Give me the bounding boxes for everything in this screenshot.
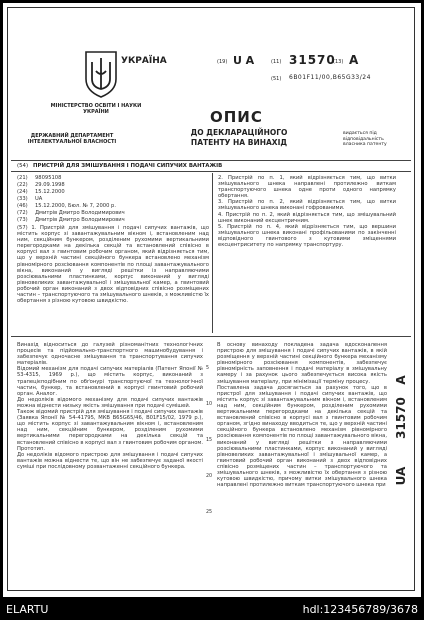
header-rule: [11, 160, 411, 161]
line-number: 10: [206, 402, 213, 407]
ministry-name: МІНІСТЕРСТВО ОСВІТИ І НАУКИ УКРАЇНИ: [50, 103, 142, 115]
stamp-number: 31570: [394, 397, 408, 439]
country-name: УКРАЇНА: [121, 56, 167, 66]
claims-2-5: 2. Пристрій по п. 1, який відрізняється тим, що витки змішувального шнека направлені протилежно виткам транспортуючого шнека одне проти одного напрямку обертання. 3. Пристрій по п. 2, який відрізняється тим, що витки змішувального шнека виконані гофрованими. 4. Пристрій по п. 2, який відрізняється тим, що змішувальний шнек виконаний ексцентричним. 5. Пристрій по п. 4, який відрізняється тим, що вершини змішувального шнека виконані профільованими по закінченні відповідного гвинтового з кутовими зміщеннями ексцентриситету по напрямку транспортуру.: [218, 175, 396, 249]
bib-code: (73): [17, 217, 28, 223]
bib-value: Дмитрів Дмитро Володимирович: [35, 210, 125, 216]
liability-note: видається під відповідальність власника патенту: [343, 131, 387, 148]
bib-value: 29.09.1998: [35, 182, 65, 188]
footer-handle: hdl:123456789/3678: [302, 603, 418, 616]
patent-number: 31570: [289, 53, 336, 67]
bib-row: [17, 196, 207, 203]
bib-row: [17, 210, 207, 217]
line-number: 20: [206, 474, 213, 479]
bib-row: [17, 189, 207, 196]
bib-code: (21): [17, 175, 28, 181]
document-subtitle: ДО ДЕКЛАРАЦІЙНОГО ПАТЕНТУ НА ВИНАХІД: [190, 128, 288, 147]
bib-value: 98095108: [35, 175, 62, 181]
department-name: ДЕРЖАВНИЙ ДЕПАРТАМЕНТ ІНТЕЛЕКТУАЛЬНОЇ ВЛАСНОСТІ: [27, 133, 117, 145]
code-51-label: (51): [271, 76, 282, 82]
line-number: 25: [206, 510, 213, 515]
footer-bar: [0, 597, 424, 620]
title-code: (54): [17, 163, 29, 169]
bib-code: (24): [17, 189, 28, 195]
patent-page: [3, 3, 421, 597]
bib-value: Дмитрів Дмитро Володимирович: [35, 217, 125, 223]
ukraine-coat-of-arms-icon: [83, 49, 119, 99]
description-right: В основу винаходу покладена задача вдосконалення пристрою для змішування і подачі сипучих вантажів, в якій розміщення у верхній частині секційного бункера механізму рівномірного розсіювання компонентів, забезпечує рівномірність заповнення і подачі матеріалу в змішувальну камеру і за рахунок цього забезпечується висока якість змішування матеріалу, при мінімізації терміну процесу. Поставлена задача досягається за рахунок того, що в пристрої для змішування і подачі сипучих вантажів, що містить корпус зі завантажувальним вікном і, встановленим над ним, секційним бункером, розділеним рухомими вертикальними перегородками на декілька секцій та встановлений співісно в корпусі вал з гвинтовим робочим органом, згідно винаходу вводиться те, що у верхній частині секційного бункера встановлено механізм рівномірного розсіювання компонентів по площі завантажувального вікна, виконаний у вигляді решітки з направляючими розсіювальними пластинками, корпус виконаний у вигляді рівновеликих завантажувальної і змішувальної камер, а гвинтовий робочий орган виконаний з двох відповідних співісно розміщених частин – транспортуючого та змішувального шнеків, з можливістю їх обертання з різною кутовою швидкістю, причому витки змішувального шнека направлені протилежно виткам транспортуючого шнека при: [217, 342, 387, 489]
side-patent-stamp: [389, 373, 413, 523]
bib-value: 15.12.2000: [35, 189, 65, 195]
bib-code: (22): [17, 182, 28, 188]
document-title: ОПИС: [210, 108, 263, 126]
ipc-classification: 6В01F11/00,В65G33/24: [289, 74, 371, 81]
bib-row: [17, 217, 207, 224]
code-19-label: (19): [217, 59, 228, 65]
line-number: 5: [206, 366, 210, 371]
bib-row: [17, 203, 207, 210]
claim-1: (57) 1. Пристрій для змішування і подачі сипучих вантажів, що містить корпус зі завантажувальним вікном і, встановленим над ним, секційним бункером, розділеним рухомими вертикальними перегородками на декілька секцій та встановлений співісно в корпусі вал з гвинтовим робочим органом, який відрізняється тим, що у верхній частині секційного бункера встановлено механізм рівномірного розсіювання компонентів по площі завантажувального вікна, виконаний у вигляді решітки із направляючими розсіювальними пластинками, корпус виконаний у вигляді рівновеликих завантажувальної і змішувальної камер, а гвинтовий робочий орган виконаний з двох відповідних співісно розміщених частин – транспортуючого та змішувального шнеків, з можливістю їх обертання з різною кутовою швидкістю.: [17, 225, 209, 305]
description-left: Винахід відноситься до галузей різноманітних технологічних процесів та підйомально-транспортного машинобудування і забезпечує одночасне змішування та транспортування сипучих матеріалів. Відомий механізм для подачі сипучих матеріалів (Патент Японії № 53-4315, 1969 р.), що містить корпус, виконаний з трапецієподібним по обґонурі транспортуючої та технологічної частин, бункер, та встановлений в корпусі гвинтовий робочий орган. Аналог. До недоліків відомого механізму для подачі сипучих вантажів можна віднести низьку якість змішування при подачі сумішей. Також відомий пристрій для змішування і подачі сипучих вантажів (Заявка Японії № 54-41795, МКВ В65G65/46, В01F15/02, 1979 р.), що містить корпус зі завантажувальним вікном і, встановленим над ним, секційним бункером, розділеним рухомими вертикальними перегородками на декілька секцій та встановлений співісно в корпусі вал з гвинтовим робочим органом. Прототип. До недоліків відомого пристрою для змішування і подачі сипучих вантажів можна віднести те, що він не забезпечує заданої якості суміші при послідовному розвантаженні секційного бункера.: [17, 342, 203, 470]
bib-code: (33): [17, 196, 28, 202]
bib-row: [17, 182, 207, 189]
bib-row: [17, 175, 207, 182]
title-rule: [11, 171, 411, 172]
bib-value: UA: [35, 196, 43, 202]
stamp-kind: A: [394, 375, 408, 385]
footer-source: ELARTU: [6, 603, 49, 616]
country-code: UA: [233, 54, 259, 67]
claims-rule: [11, 336, 411, 337]
bib-code: (72): [17, 210, 28, 216]
bib-value: 15.12.2000, Бюл. № 7, 2000 р.: [35, 203, 116, 209]
kind-code: A: [349, 53, 359, 67]
stamp-prefix: UA: [394, 466, 408, 486]
code-13-label: (13): [333, 59, 344, 65]
invention-title: ПРИСТРІЙ ДЛЯ ЗМІШУВАННЯ І ПОДАЧІ СИПУЧИХ ВАНТАЖІВ: [33, 163, 223, 169]
column-divider: [212, 173, 213, 333]
bib-code: (46): [17, 203, 28, 209]
bibliographic-list: [17, 175, 207, 224]
code-11-label: (11): [271, 59, 282, 65]
line-number: 15: [206, 438, 213, 443]
